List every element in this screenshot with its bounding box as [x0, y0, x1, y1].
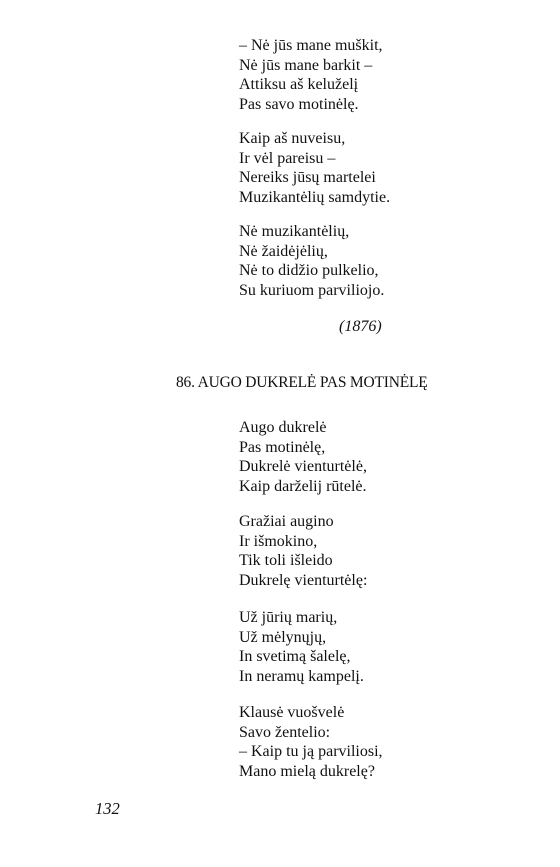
poem-line: Dukrelė vienturtėlė, [239, 458, 367, 475]
poem-line: Nereiks jūsų martelei [239, 169, 376, 186]
poem-line: Tik toli išleido [239, 552, 333, 569]
poem-line: Pas motinėlę, [239, 438, 326, 456]
poem-85-stanza-1 [239, 36, 383, 114]
poem-line: Dukrelę vienturtėlę: [239, 571, 368, 589]
poem-86-stanza-4 [239, 703, 383, 781]
poem-line: Nė žaidėjėlių, [239, 242, 328, 260]
poem-line: Kaip darželij rūtelė. [239, 477, 367, 495]
poem-line: Pas savo motinėlę. [239, 95, 359, 113]
poem-line: Klausė vuošvelė [239, 704, 345, 721]
poem-line: Attiksu aš keluželį [239, 76, 359, 93]
poem-85-stanza-2 [239, 129, 390, 207]
poem-line: Ir vėl pareisu – [239, 149, 336, 167]
poem-line: In neramų kampelį. [239, 667, 364, 685]
poem-heading: 86. AUGO DUKRELĖ PAS MOTINĖLĘ [176, 374, 428, 391]
poem-line: – Kaip tu ją parviliosi, [239, 743, 383, 760]
poem-date: (1876) [339, 318, 382, 335]
poem-line: Ir išmokino, [239, 532, 318, 550]
poem-line: Nė muzikantėlių, [239, 223, 350, 240]
poem-line: Augo dukrelė [239, 419, 327, 436]
poem-line: Nė jūs mane barkit – [239, 56, 373, 74]
poem-line: In svetimą šalelę, [239, 648, 351, 665]
poem-line: – Nė jūs mane muškit, [239, 37, 383, 54]
poem-line: Muzikantėlių samdytie. [239, 188, 391, 206]
poem-86-stanza-3 [239, 608, 364, 686]
poem-line: Už mėlynųjų, [239, 628, 327, 646]
poem-line: Su kuriuom parviliojo. [239, 281, 385, 299]
poem-line: Nė to didžio pulkelio, [239, 262, 379, 279]
poem-85-stanza-3 [239, 222, 384, 300]
poem-line: Kaip aš nuveisu, [239, 130, 346, 147]
poem-line: Savo žentelio: [239, 723, 331, 741]
poem-line: Gražiai augino [239, 513, 334, 530]
poem-line: Už jūrių marių, [239, 609, 338, 626]
poem-line: Mano mielą dukrelę? [239, 762, 375, 780]
poem-86-stanza-2 [239, 512, 367, 590]
poem-86-stanza-1 [239, 418, 367, 496]
page-number: 132 [95, 799, 120, 818]
